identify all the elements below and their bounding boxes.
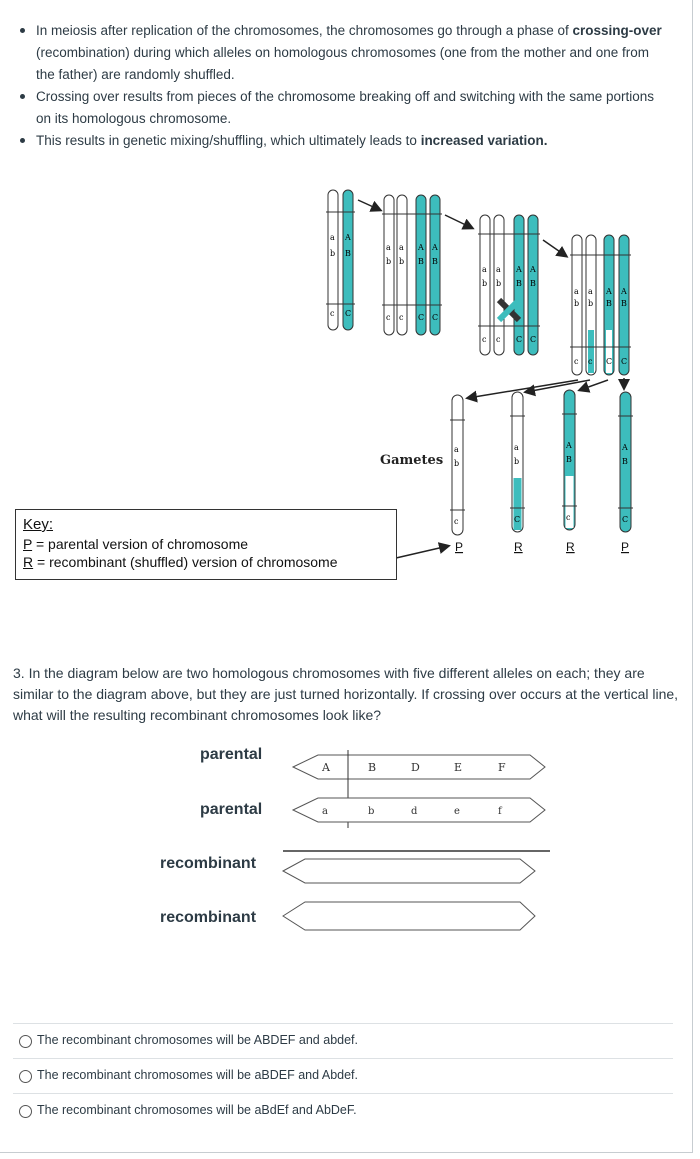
allele-label: A	[418, 243, 424, 252]
allele-label: C	[622, 515, 629, 524]
radio-button[interactable]	[19, 1035, 32, 1048]
gametes-label: Gametes	[380, 453, 444, 468]
allele-label: c	[399, 313, 404, 322]
radio-button[interactable]	[19, 1070, 32, 1083]
arrow	[358, 200, 380, 210]
stage-2-replicated-pair	[382, 195, 442, 335]
allele-label: b	[399, 257, 405, 266]
allele-label: A	[622, 443, 628, 452]
allele-label: C	[345, 309, 352, 318]
allele-label: B	[516, 279, 522, 288]
allele-label: B	[418, 257, 424, 266]
allele-label: b	[574, 299, 580, 308]
allele-label: A	[345, 233, 351, 242]
question-text: 3. In the diagram below are two homologous chromosomes with five different alleles on each; they are similar to the diagram above, but they are just turned horizontally. If crossing over occurs at the vertical line, what will the resulting recombinant chromosomes look like?	[13, 665, 679, 723]
gamete-type-label: P	[455, 540, 464, 554]
stage-3-crossing-over	[478, 215, 540, 355]
allele-label: C	[606, 357, 613, 366]
arrow	[445, 215, 472, 228]
row-label-parental-2: parental	[200, 801, 263, 818]
allele-label: A	[621, 287, 627, 296]
allele-label: c	[330, 309, 335, 318]
gamete-chromosome-1	[450, 395, 465, 535]
allele-label: a	[574, 287, 579, 296]
allele-label: B	[368, 761, 377, 774]
allele-label: a	[496, 265, 501, 274]
allele-label: A	[432, 243, 438, 252]
allele-label: b	[454, 459, 460, 468]
allele-label: E	[454, 761, 463, 774]
answer-option-3[interactable]	[13, 1093, 673, 1128]
answer-text[interactable]: The recombinant chromosomes will be aBdEf and AbDeF.	[37, 1103, 357, 1117]
allele-label: a	[330, 233, 335, 242]
allele-label: b	[330, 249, 336, 258]
allele-label: C	[530, 335, 537, 344]
gamete-chromosome-2	[510, 392, 525, 532]
bullet-text: (recombination) during which alleles on homologous chromosomes (one from the mother and one from the father) are randomly shuffled.	[36, 45, 650, 82]
radio-button[interactable]	[19, 1105, 32, 1118]
gamete-type-label: R	[514, 540, 523, 554]
arrow	[543, 240, 566, 256]
gamete-chromosome-3	[562, 390, 577, 530]
allele-label: A	[322, 761, 330, 774]
row-label-parental-1: parental	[200, 746, 263, 763]
key-line-recombinant	[23, 554, 338, 570]
gamete-type-label: P	[621, 540, 630, 554]
allele-label: e	[454, 806, 460, 817]
allele-label: C	[432, 313, 439, 322]
allele-label: C	[418, 313, 425, 322]
allele-label: a	[386, 243, 391, 252]
allele-label: A	[566, 441, 572, 450]
parental-chromosome-2	[293, 798, 545, 822]
allele-label: c	[482, 335, 487, 344]
allele-label: c	[588, 357, 593, 366]
allele-label: a	[399, 243, 404, 252]
answer-list	[13, 1023, 673, 1128]
allele-label: B	[566, 455, 572, 464]
allele-label: B	[606, 299, 612, 308]
key-letter: P	[23, 536, 33, 552]
allele-label: a	[588, 287, 593, 296]
allele-label: C	[516, 335, 523, 344]
allele-label: C	[621, 357, 628, 366]
allele-label: c	[574, 357, 579, 366]
allele-label: B	[345, 249, 351, 258]
allele-label: B	[621, 299, 627, 308]
allele-label: f	[498, 806, 502, 817]
allele-label: a	[514, 443, 519, 452]
allele-label: D	[411, 761, 420, 774]
allele-label: b	[482, 279, 488, 288]
allele-label: C	[514, 515, 521, 524]
recombinant-chromosome-2[interactable]	[283, 902, 535, 930]
allele-label: B	[432, 257, 438, 266]
bullet-text: Crossing over results from pieces of the chromosome breaking off and switching with the same portions on its homologous chromosome.	[36, 89, 655, 126]
recombinant-chromosome-1[interactable]	[283, 859, 535, 883]
allele-label: A	[530, 265, 536, 274]
allele-label: c	[454, 517, 459, 526]
key-line-parental	[23, 536, 248, 552]
allele-label: b	[368, 806, 375, 817]
bullet-bold: crossing-over	[572, 23, 662, 38]
key-text: = recombinant (shuffled) version of chromosome	[33, 554, 338, 570]
allele-label: A	[516, 265, 522, 274]
allele-label: A	[606, 287, 612, 296]
row-label-recombinant-1: recombinant	[160, 855, 257, 872]
key-letter: R	[23, 554, 34, 570]
answer-option-2[interactable]	[13, 1058, 673, 1093]
answer-text[interactable]: The recombinant chromosomes will be ABDEF and abdef.	[37, 1033, 358, 1047]
allele-label: a	[482, 265, 487, 274]
allele-label: a	[454, 445, 459, 454]
row-label-recombinant-2: recombinant	[160, 909, 257, 926]
allele-label: c	[496, 335, 501, 344]
allele-label: b	[514, 457, 520, 466]
bullet-text: This results in genetic mixing/shuffling, which ultimately leads to	[36, 133, 421, 148]
stage-4-recombined-pair	[570, 235, 631, 375]
key-text: = parental version of chromosome	[32, 536, 249, 552]
key-arrow	[396, 546, 448, 558]
allele-label: B	[530, 279, 536, 288]
gamete-type-label: R	[566, 540, 575, 554]
allele-label: d	[411, 806, 418, 817]
allele-label: c	[566, 513, 571, 522]
answer-text[interactable]: The recombinant chromosomes will be aBDEF and Abdef.	[37, 1068, 358, 1082]
gamete-chromosome-4	[618, 392, 633, 532]
allele-label: b	[386, 257, 392, 266]
allele-label: a	[322, 806, 328, 817]
allele-label: b	[588, 299, 594, 308]
bullet-text: In meiosis after replication of the chromosomes, the chromosomes go through a phase of	[36, 23, 573, 38]
stage-1-homologous-pair	[326, 190, 355, 330]
allele-label: c	[386, 313, 391, 322]
key-legend	[15, 509, 397, 580]
allele-label: B	[622, 457, 628, 466]
bullet-bold: increased variation.	[420, 133, 548, 148]
allele-label: b	[496, 279, 502, 288]
allele-label: F	[498, 761, 506, 774]
horizontal-chromosome-diagram	[0, 740, 700, 950]
key-title: Key:	[23, 516, 54, 533]
answer-option-1[interactable]	[13, 1023, 673, 1058]
